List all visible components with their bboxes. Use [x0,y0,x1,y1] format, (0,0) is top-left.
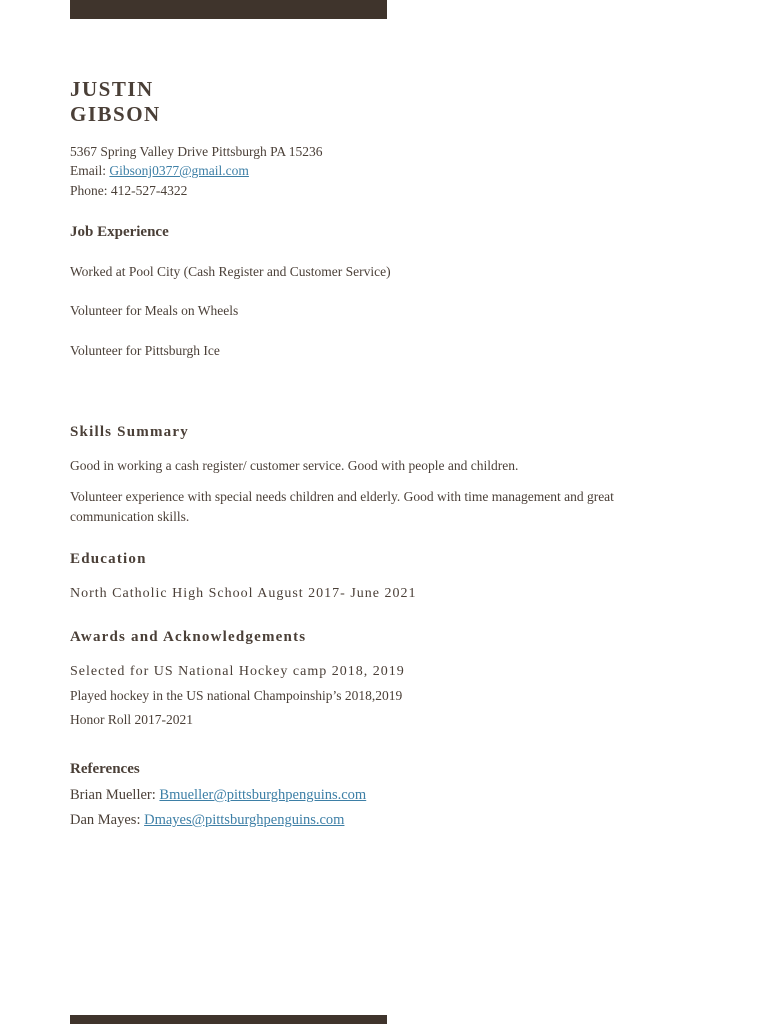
phone: Phone: 412-527-4322 [70,183,188,198]
job-item: Volunteer for Meals on Wheels [70,303,239,318]
address: 5367 Spring Valley Drive Pittsburgh PA 15236 [70,144,323,159]
skills-summary-heading: Skills Summary [70,424,189,440]
first-name: JUSTIN [70,77,154,101]
email-link[interactable]: Gibsonj0377@gmail.com [109,163,249,178]
skills-paragraph: Volunteer experience with special needs children and elderly. Good with time management and great communication skills. [70,489,614,524]
reference-email-link[interactable]: Bmueller@pittsburghpenguins.com [159,787,367,803]
reference-item [70,811,344,829]
email-line [70,162,249,180]
award-item: Honor Roll 2017-2021 [70,712,193,727]
job-item: Volunteer for Pittsburgh Ice [70,343,220,358]
email-label: Email: [70,163,110,178]
award-item: Selected for US National Hockey camp 2018, 2019 [70,664,405,679]
reference-item [70,786,366,804]
skills-paragraph: Good in working a cash register/ customer service. Good with people and children. [70,458,519,473]
references-heading: References [70,761,140,777]
education-heading: Education [70,551,147,567]
last-name: GIBSON [70,102,161,126]
awards-heading: Awards and Acknowledgements [70,629,307,645]
reference-name: Brian Mueller: [70,787,160,803]
top-decorative-bar [70,0,387,19]
reference-name: Dan Mayes: [70,812,145,828]
bottom-decorative-bar [70,1015,387,1024]
reference-email-link[interactable]: Dmayes@pittsburghpenguins.com [144,812,345,828]
job-experience-heading: Job Experience [70,224,169,240]
education-item: North Catholic High School August 2017- June 2021 [70,586,417,601]
job-item: Worked at Pool City (Cash Register and Customer Service) [70,264,391,279]
award-item: Played hockey in the US national Champoinship’s 2018,2019 [70,688,403,703]
resume-name [70,77,161,127]
